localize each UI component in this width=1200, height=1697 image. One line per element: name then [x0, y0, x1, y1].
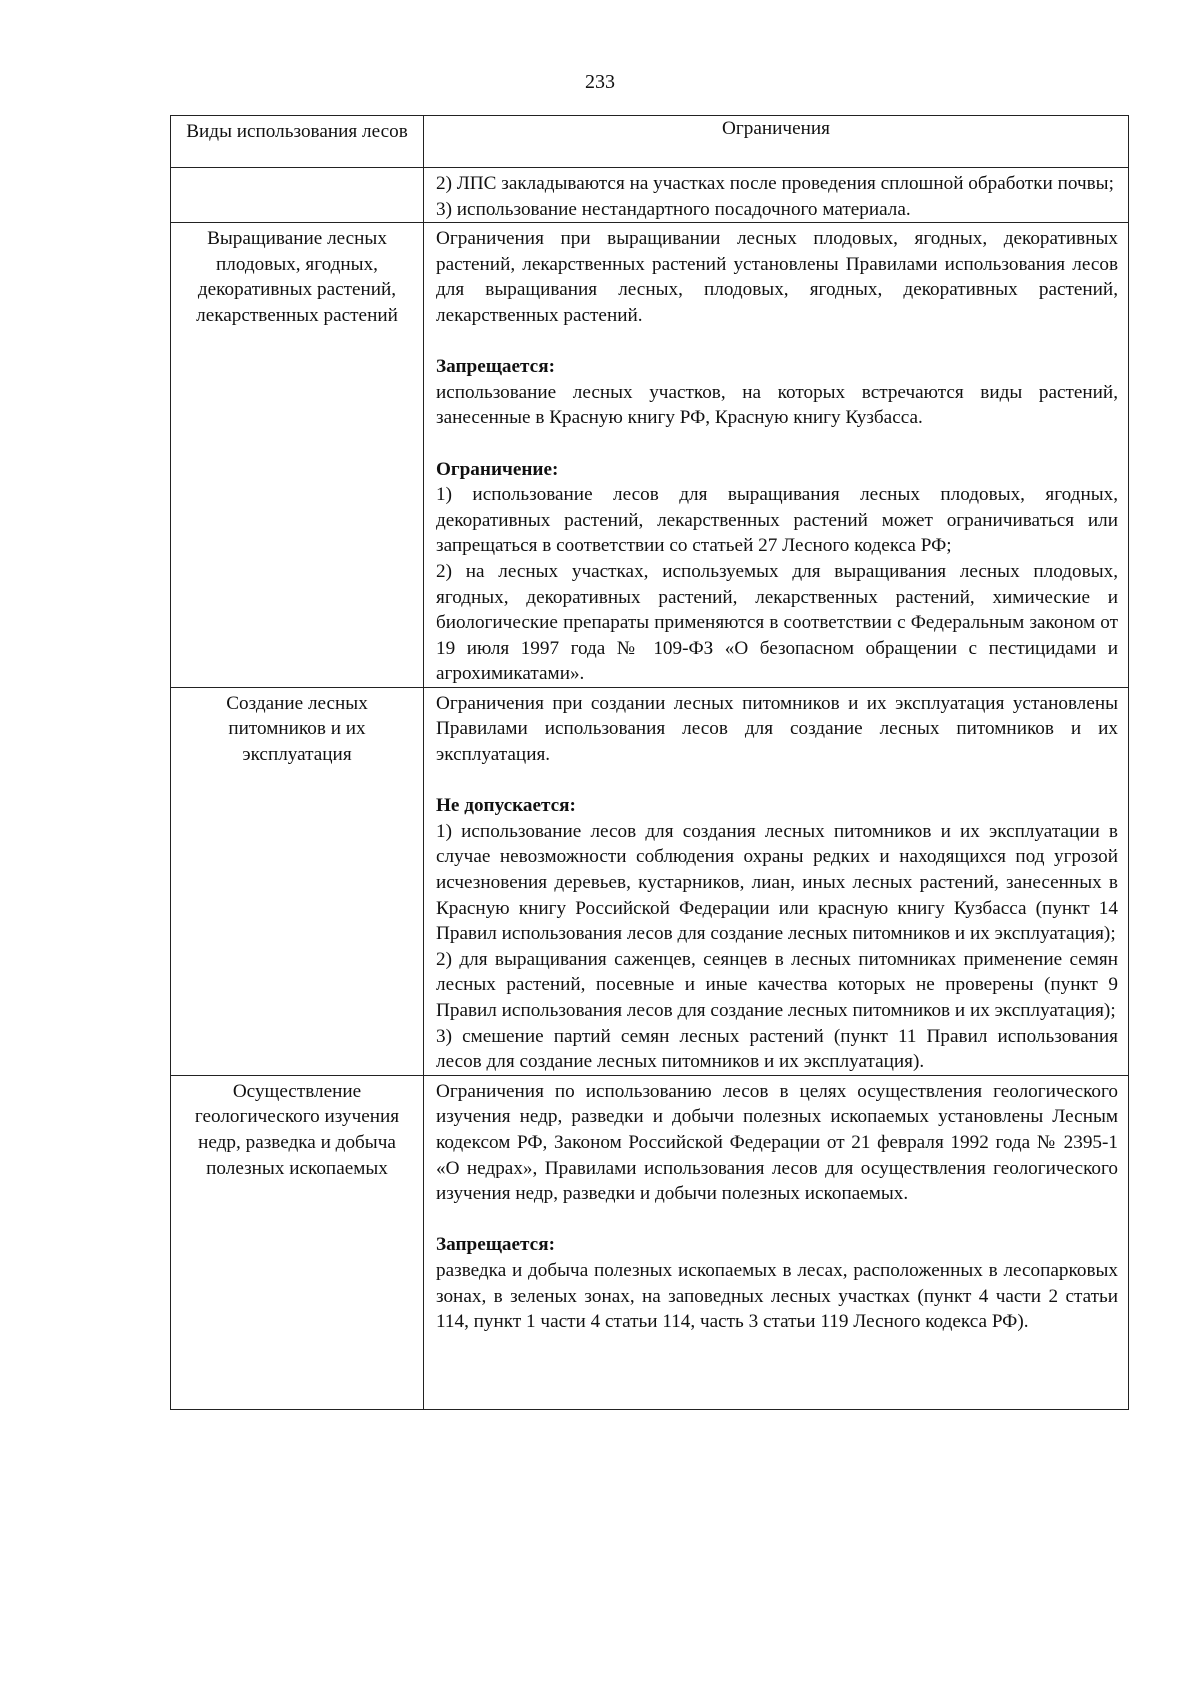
list-item: 1) использование лесов для создания лесных питомников и их эксплуатации в случае невозможности соблюдения охраны редких и находящихся под угрозой исчезновения деревьев, кустарников, лиан, иных лесных растений, занесенных в Красную книгу Российской Федерации или красную книгу Кузбасса (пункт 14 Правил использования лесов для создание лесных питомников и их эксплуатация);: [436, 820, 1118, 945]
restriction-label: Ограничение:: [436, 458, 559, 480]
list-item: 3) смешение партий семян лесных растений (пункт 11 Правил использования лесов для создание лесных питомников и их эксплуатация).: [436, 1025, 1118, 1073]
prohibition-label: Запрещается:: [436, 1234, 555, 1256]
table-row: [171, 687, 1129, 1075]
restrictions-cell: [424, 168, 1129, 223]
page-number: 233: [585, 71, 615, 93]
spacer: [436, 1207, 1118, 1233]
spacer: [436, 431, 1118, 457]
not-allowed-label: Не допускается:: [436, 795, 576, 817]
prohibition-label: Запрещается:: [436, 356, 555, 378]
spacer: [436, 768, 1118, 794]
list-item: 2) ЛПС закладываются на участках после проведения сплошной обработки почвы;: [436, 173, 1114, 194]
restrictions-cell: [424, 1075, 1129, 1409]
header-restrictions: Ограничения: [424, 116, 1129, 168]
table-row: [171, 1075, 1129, 1409]
table-row: [171, 223, 1129, 688]
restrictions-cell: [424, 687, 1129, 1075]
use-type-cell: Осуществление геологического изучения недр, разведка и добыча полезных ископаемых: [171, 1075, 424, 1409]
prohibition-text: использование лесных участков, на которых встречаются виды растений, занесенные в Красную книгу РФ, Красную книгу Кузбасса.: [436, 381, 1118, 429]
prohibition-text: разведка и добыча полезных ископаемых в лесах, расположенных в лесопарковых зонах, в зеленых зонах, на заповедных лесных участках (пункт 4 части 2 статьи 114, пункт 1 части 4 статьи 114, часть 3 статьи 119 Лесного кодекса РФ).: [436, 1259, 1118, 1333]
header-forest-use-types: Виды использования лесов: [171, 116, 424, 168]
intro-paragraph: Ограничения при выращивании лесных плодовых, ягодных, декоративных растений, лекарственных растений установлены Правилами использования лесов для выращивания лесных, плодовых, ягодных, декоративных растений, лекарственных растений.: [436, 228, 1118, 326]
intro-paragraph: Ограничения при создании лесных питомников и их эксплуатация установлены Правилами использования лесов для создание лесных питомников и их эксплуатация.: [436, 692, 1118, 766]
list-item: 2) для выращивания саженцев, сеянцев в лесных питомниках применение семян лесных растений, посевные и иные качества которых не проверены (пункт 9 Правил использования лесов для создание лесных питомников и их эксплуатация);: [436, 948, 1118, 1021]
use-type-cell-empty: [171, 168, 424, 223]
list-item: 1) использование лесов для выращивания лесных плодовых, ягодных, декоративных растений, лекарственных растений может ограничиваться или запрещаться в соответствии со статьей 27 Лесного кодекса РФ;: [436, 484, 1118, 557]
spacer: [436, 329, 1118, 355]
list-item: 3) использование нестандартного посадочного материала.: [436, 198, 911, 220]
restrictions-cell: [424, 223, 1129, 688]
use-type-cell: Выращивание лесных плодовых, ягодных, декоративных растений, лекарственных растений: [171, 223, 424, 688]
intro-paragraph: Ограничения по использованию лесов в целях осуществления геологического изучения недр, разведки и добычи полезных ископаемых установлены Лесным кодексом РФ, Законом Российской Федерации от 21 февраля 1992 года № 2395-1 «О недрах», Правилами использования лесов для осуществления геологического изучения недр, разведки и добычи полезных ископаемых.: [436, 1080, 1118, 1205]
list-item: 2) на лесных участках, используемых для выращивания лесных плодовых, ягодных, декоративных растений, лекарственных растений, химические и биологические препараты применяются в соответствии с Федеральным законом от 19 июля 1997 года № 109-ФЗ «О безопасном обращении с пестицидами и агрохимикатами».: [436, 560, 1118, 685]
table-header-row: [171, 116, 1129, 168]
restrictions-table: [170, 115, 1129, 1410]
use-type-cell: Создание лесных питомников и их эксплуатация: [171, 687, 424, 1075]
table-row: [171, 168, 1129, 223]
